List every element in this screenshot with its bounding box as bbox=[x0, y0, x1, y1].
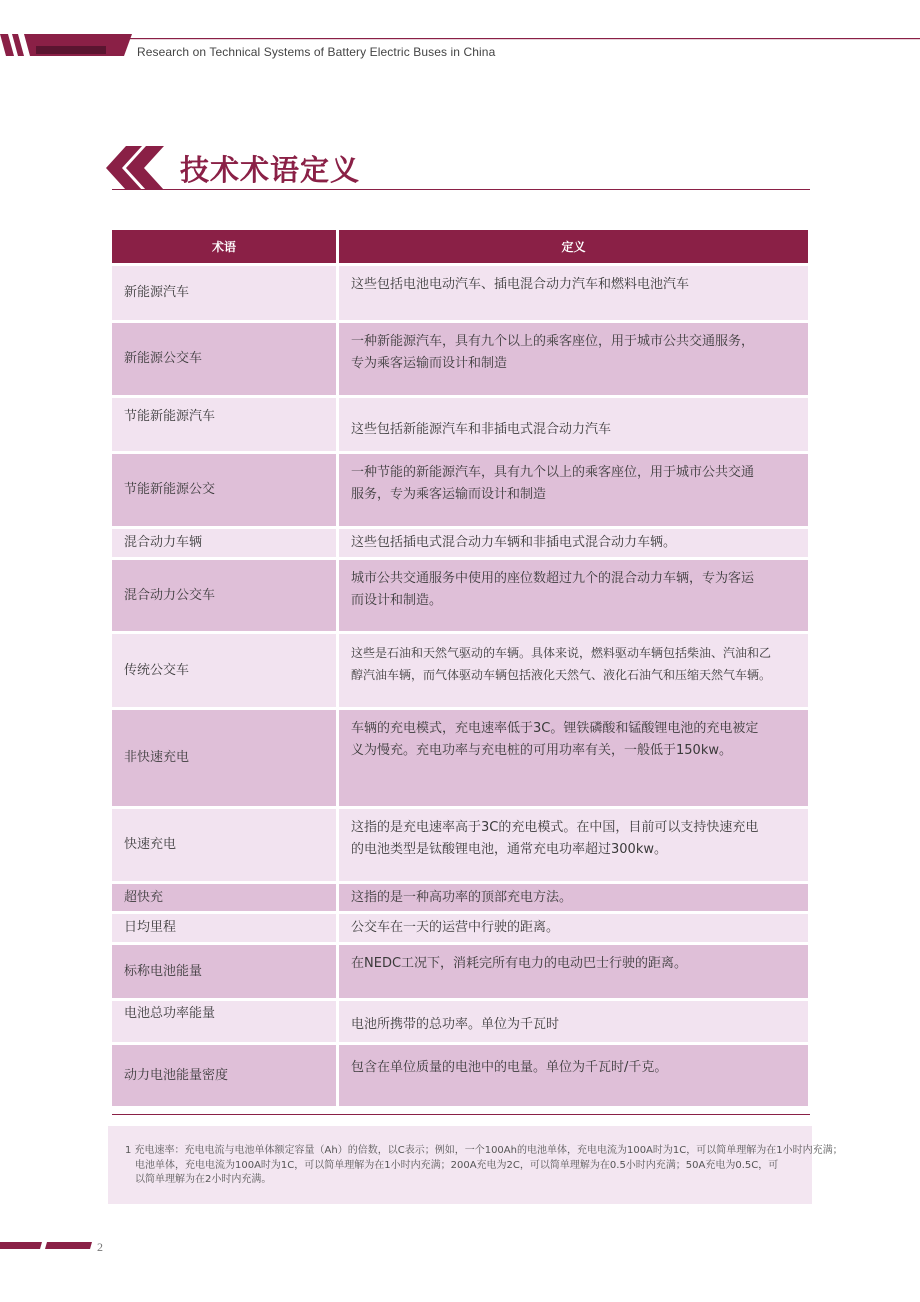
term-cell: 节能新能源公交 bbox=[112, 454, 339, 529]
definition-cell bbox=[339, 634, 808, 710]
definition-cell bbox=[339, 398, 808, 454]
definition-line: 这指的是一种高功率的顶部充电方法。 bbox=[351, 889, 573, 905]
definition-line: 这些包括电池电动汽车、插电混合动力汽车和燃料电池汽车 bbox=[351, 277, 690, 292]
column-header-definition: 定义 bbox=[339, 230, 808, 266]
table-row bbox=[112, 560, 808, 634]
table-header-row bbox=[112, 230, 808, 266]
definition-line: 的电池类型是钛酸锂电池，通常充电功率超过300kw。 bbox=[351, 842, 667, 857]
definition-line: 一种新能源汽车，具有九个以上的乘客座位，用于城市公共交通服务， bbox=[351, 334, 755, 349]
definition-line: 而设计和制造。 bbox=[351, 593, 443, 608]
definition-cell bbox=[339, 560, 808, 634]
definition-line: 服务，专为乘客运输而设计和制造 bbox=[351, 487, 547, 502]
definition-cell bbox=[339, 914, 808, 945]
table-row bbox=[112, 266, 808, 323]
definition-cell bbox=[339, 454, 808, 529]
running-header-title: Research on Technical Systems of Battery Electric Buses in China bbox=[137, 45, 496, 59]
definition-line: 一种节能的新能源汽车，具有九个以上的乘客座位，用于城市公共交通 bbox=[351, 465, 755, 480]
term-cell: 非快速充电 bbox=[112, 710, 339, 809]
footnote-first-line-wrapper bbox=[108, 1144, 920, 1160]
table-row bbox=[112, 914, 808, 945]
definition-cell bbox=[339, 266, 808, 323]
terms-table bbox=[112, 230, 808, 1109]
definition-cell bbox=[339, 945, 808, 1001]
definition-line: 这些包括插电式混合动力车辆和非插电式混合动力车辆。 bbox=[351, 535, 677, 550]
table-row bbox=[112, 454, 808, 529]
definition-line: 醇汽油车辆，而气体驱动车辆包括液化天然气、液化石油气和压缩天然气车辆。 bbox=[351, 668, 772, 682]
table-bottom-rule bbox=[112, 1114, 810, 1115]
definition-cell bbox=[339, 884, 808, 914]
term-cell: 超快充 bbox=[112, 884, 339, 914]
definition-cell bbox=[339, 323, 808, 398]
definition-line: 专为乘客运输而设计和制造 bbox=[351, 356, 508, 371]
page-number: 2 bbox=[97, 1240, 103, 1254]
definition-cell bbox=[339, 809, 808, 884]
definition-line: 这些是石油和天然气驱动的车辆。具体来说，燃料驱动车辆包括柴油、汽油和乙 bbox=[351, 646, 772, 660]
footer-decoration bbox=[0, 1240, 100, 1254]
footnote-line: 1 充电速率：充电电流与电池单体额定容量（Ah）的倍数，以C表示；例如，一个100Ah的电池单体，充电电流为100A时为1C，可以简单理解为在1小时内充满； bbox=[125, 1145, 843, 1156]
term-cell: 混合动力公交车 bbox=[112, 560, 339, 634]
table-row bbox=[112, 634, 808, 710]
table-row bbox=[112, 398, 808, 454]
term-cell: 节能新能源汽车 bbox=[112, 398, 339, 454]
table-row bbox=[112, 710, 808, 809]
term-cell: 新能源公交车 bbox=[112, 323, 339, 398]
definition-cell bbox=[339, 529, 808, 560]
definition-line: 城市公共交通服务中使用的座位数超过九个的混合动力车辆，专为客运 bbox=[351, 571, 755, 586]
definition-cell bbox=[339, 1045, 808, 1109]
section-title: 技术术语定义 bbox=[180, 153, 361, 187]
footnote-box bbox=[108, 1126, 812, 1204]
footnote-line: 以简单理解为在2小时内充满。 bbox=[135, 1174, 272, 1185]
term-cell: 动力电池能量密度 bbox=[112, 1045, 339, 1109]
definition-line: 这些包括新能源汽车和非插电式混合动力汽车 bbox=[351, 422, 612, 437]
term-cell: 混合动力车辆 bbox=[112, 529, 339, 560]
definition-line: 这指的是充电速率高于3C的充电模式。在中国，目前可以支持快速充电 bbox=[351, 820, 759, 835]
term-cell: 传统公交车 bbox=[112, 634, 339, 710]
table-row bbox=[112, 529, 808, 560]
definition-line: 义为慢充。充电功率与充电桩的可用功率有关，一般低于150kw。 bbox=[351, 743, 732, 758]
footnote-line: 电池单体，充电电流为100A时为1C，可以简单理解为在1小时内充满；200A充电为2C，可以简单理解为在0.5小时内充满；50A充电为0.5C，可 bbox=[135, 1160, 779, 1171]
table-row bbox=[112, 1001, 808, 1045]
definition-line: 公交车在一天的运营中行驶的距离。 bbox=[351, 920, 560, 935]
title-underline bbox=[112, 189, 810, 190]
definition-line: 在NEDC工况下，消耗完所有电力的电动巴士行驶的距离。 bbox=[351, 956, 688, 971]
column-header-term: 术语 bbox=[112, 230, 339, 266]
table-row bbox=[112, 884, 808, 914]
definition-cell bbox=[339, 1001, 808, 1045]
chevron-decoration-icon bbox=[106, 144, 170, 192]
table-row bbox=[112, 945, 808, 1001]
table-row bbox=[112, 809, 808, 884]
term-cell: 日均里程 bbox=[112, 914, 339, 945]
definition-line: 包含在单位质量的电池中的电量。单位为千瓦时/千克。 bbox=[351, 1060, 668, 1075]
definition-line: 车辆的充电模式，充电速率低于3C。锂铁磷酸和锰酸锂电池的充电被定 bbox=[351, 721, 759, 736]
term-cell: 电池总功率能量 bbox=[112, 1001, 339, 1045]
definition-line: 电池所携带的总功率。单位为千瓦时 bbox=[351, 1017, 560, 1032]
term-cell: 快速充电 bbox=[112, 809, 339, 884]
table-row bbox=[112, 1045, 808, 1109]
term-cell: 新能源汽车 bbox=[112, 266, 339, 323]
table-row bbox=[112, 323, 808, 398]
definition-cell bbox=[339, 710, 808, 809]
term-cell: 标称电池能量 bbox=[112, 945, 339, 1001]
